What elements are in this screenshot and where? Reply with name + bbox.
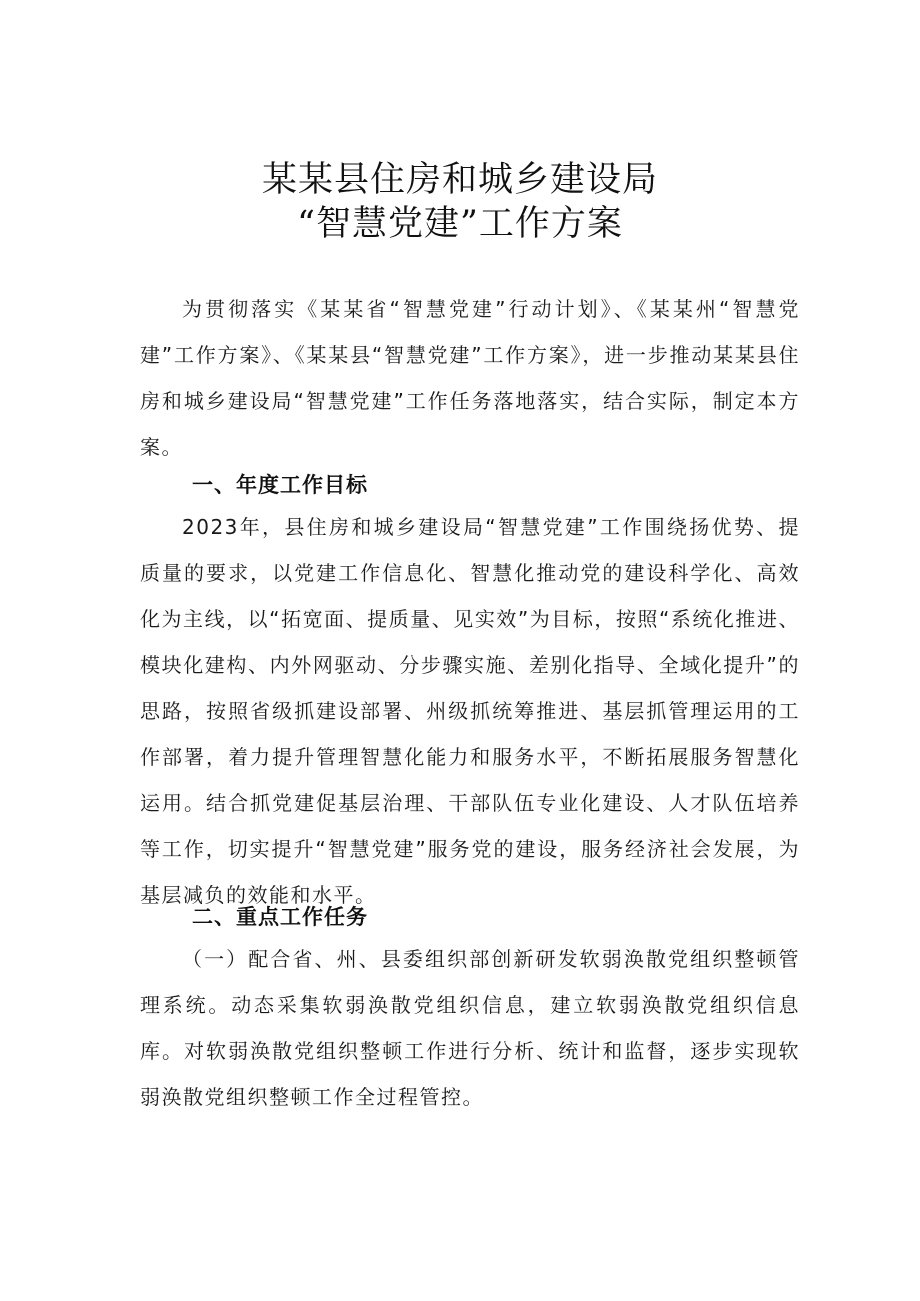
section1-paragraph: 2023年，县住房和城乡建设局“智慧党建”工作围绕扬优势、提质量的要求，以党建工作信息化、智慧化推动党的建设科学化、高效化为主线，以“拓宽面、提质量、见实效”为目标，按照“系统化推进、模块化建构、内外网驱动、分步骤实施、差别化指导、全域化提升”的思路，按照省级抓建设部署、州级抓统筹推进、基层抓管理运用的工作部署，着力提升管理智慧化能力和服务水平，不断拓展服务智慧化运用。结合抓党建促基层治理、干部队伍专业化建设、人才队伍培养等工作，切实提升“智慧党建”服务党的建设，服务经济社会发展，为基层减负的效能和水平。 (140, 515, 800, 907)
document-title-line1: 某某县住房和城乡建设局 (261, 160, 658, 200)
document-title-line2: “智慧党建”工作方案 (297, 204, 623, 244)
section2-item1-paragraph: （一）配合省、州、县委组织部创新研发软弱涣散党组织整顿管理系统。动态采集软弱涣散党组织信息，建立软弱涣散党组织信息库。对软弱涣散党组织整顿工作进行分析、统计和监督，逐步实现软弱涣散党组织整顿工作全过程管控。 (140, 947, 800, 1109)
intro-paragraph: 为贯彻落实《某某省“智慧党建”行动计划》、《某某州“智慧党建”工作方案》、《某某县“智慧党建”工作方案》，进一步推动某某县住房和城乡建设局“智慧党建”工作任务落地落实，结合实际，制定本方案。 (140, 297, 800, 459)
section2-heading: 二、重点工作任务 (192, 905, 368, 929)
section1-heading: 一、年度工作目标 (192, 473, 368, 497)
